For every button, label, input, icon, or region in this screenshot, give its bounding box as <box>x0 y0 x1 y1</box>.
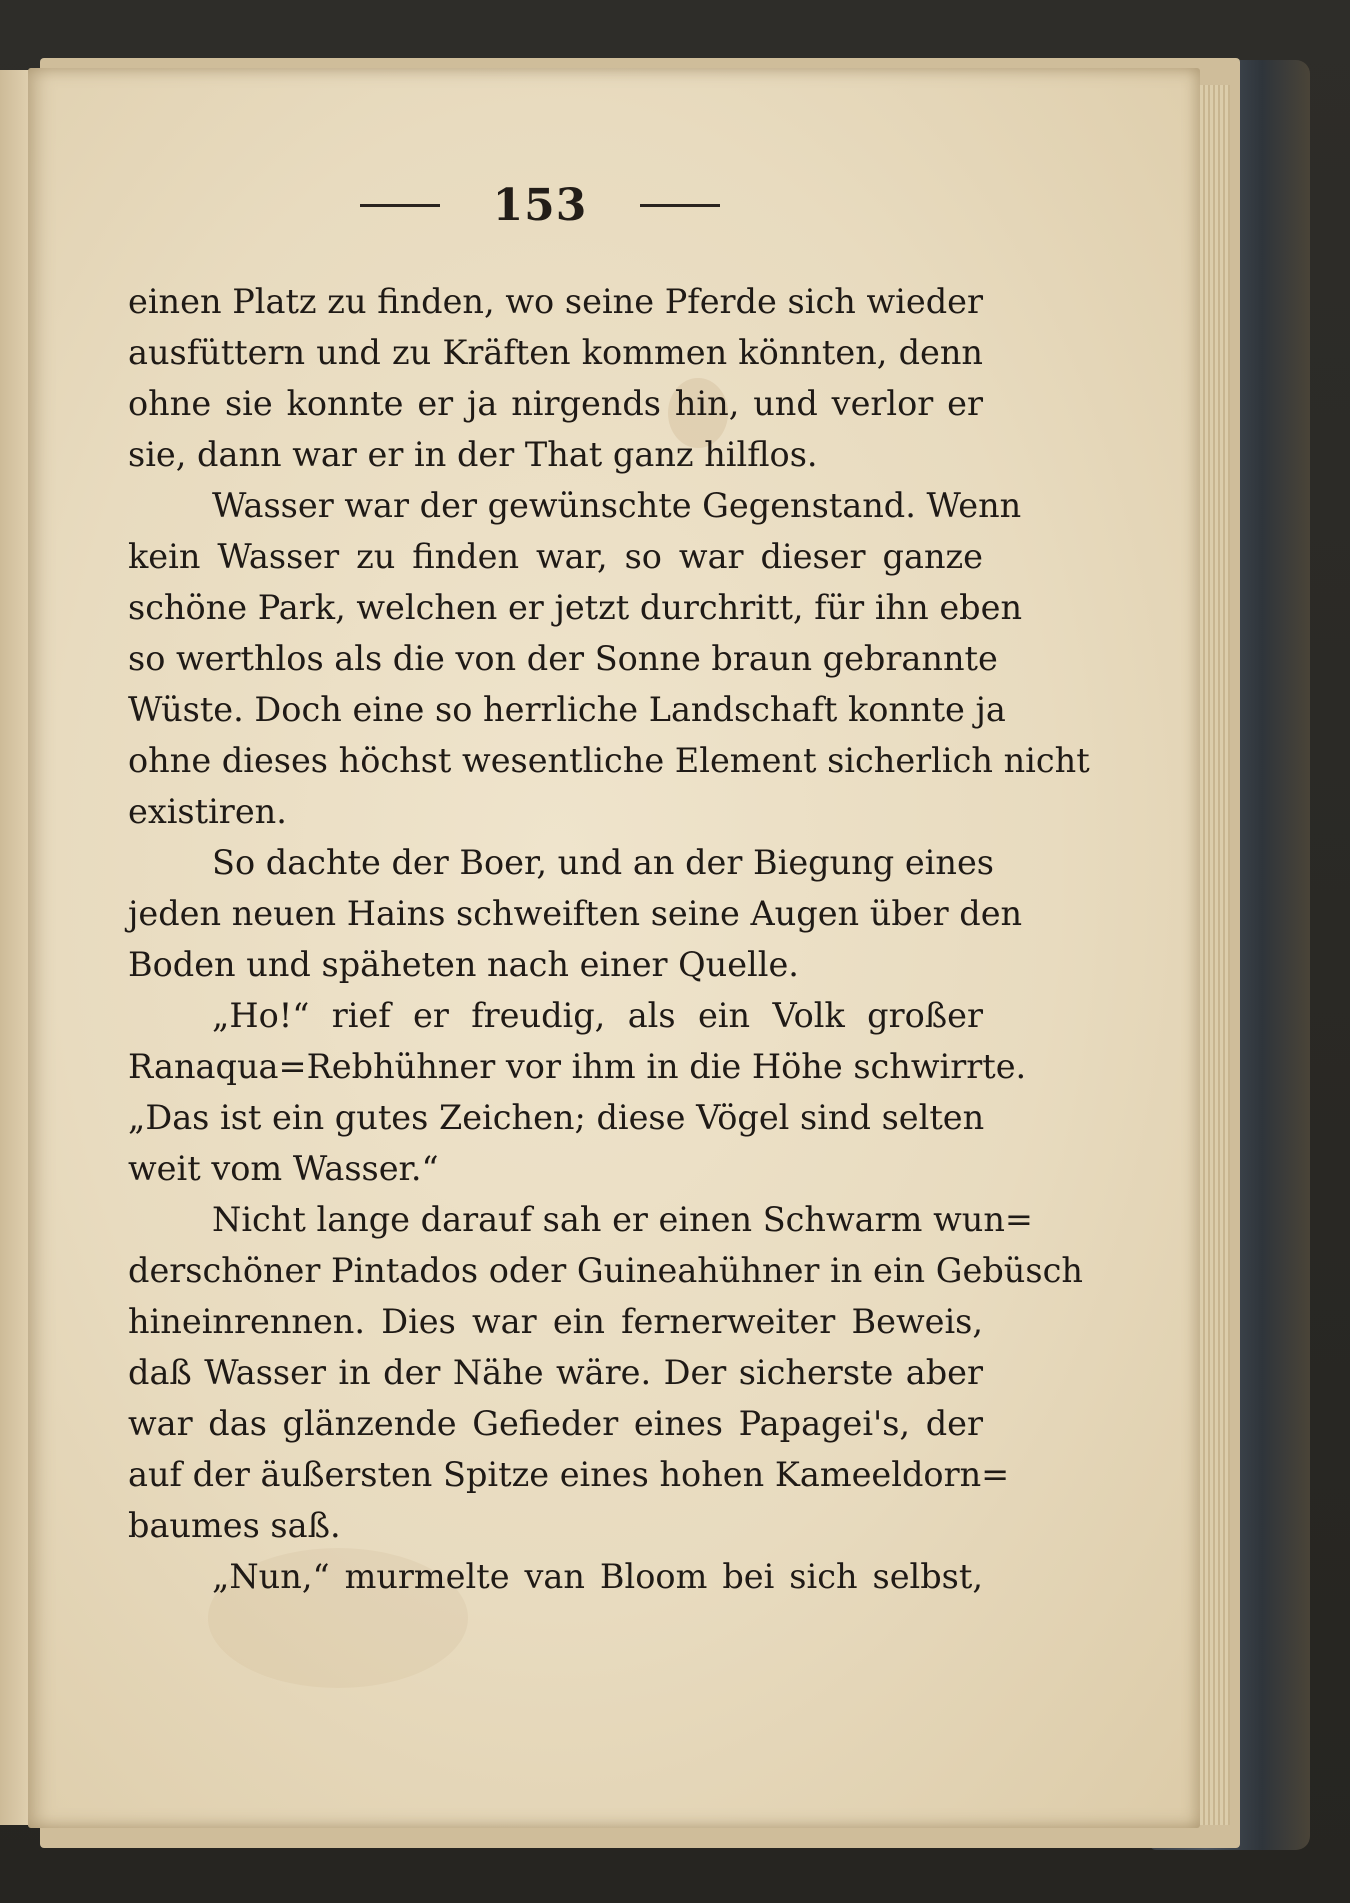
header-rule-left <box>360 204 440 207</box>
text-line: auf der äußersten Spitze eines hohen Kameeldorn= <box>128 1455 1010 1494</box>
text-line: hineinrennen. Dies war ein fernerweiter Beweis, <box>128 1302 983 1341</box>
text-line: schöne Park, welchen er jetzt durchritt, für ihn eben <box>128 588 1023 627</box>
text-line: Boden und späheten nach einer Quelle. <box>128 945 799 984</box>
text-line: kein Wasser zu finden war, so war dieser ganze <box>128 537 983 576</box>
text-line: war das glänzende Gefieder eines Papagei's, der <box>128 1404 983 1443</box>
text-line: Wasser war der gewünschte Gegenstand. Wenn <box>212 486 1022 525</box>
page-header <box>360 175 720 235</box>
text-line: Ranaqua=Rebhühner vor ihm in die Höhe schwirrte. <box>128 1047 1027 1086</box>
text-line: ohne dieses höchst wesentliche Element sicherlich nicht <box>128 741 1090 780</box>
header-rule-right <box>640 204 720 207</box>
text-line: „Ho!“ rief er freudig, als ein Volk großer <box>212 996 983 1035</box>
text-line: einen Platz zu finden, wo seine Pferde sich wieder <box>128 282 983 321</box>
text-line: ohne sie konnte er ja nirgends hin, und verlor er <box>128 384 983 423</box>
text-line: baumes saß. <box>128 1506 341 1545</box>
text-line: weit vom Wasser.“ <box>128 1149 439 1188</box>
text-line: daß Wasser in der Nähe wäre. Der sicherste aber <box>128 1353 983 1392</box>
text-line: sie, dann war er in der That ganz hilflos. <box>128 435 818 474</box>
page-number: 153 <box>492 179 588 231</box>
text-line: „Das ist ein gutes Zeichen; diese Vögel sind selten <box>128 1098 985 1137</box>
body-text <box>128 276 1090 1602</box>
text-line: „Nun,“ murmelte van Bloom bei sich selbst, <box>212 1557 983 1596</box>
text-line: existiren. <box>128 792 287 831</box>
text-line: Nicht lange darauf sah er einen Schwarm wun= <box>212 1200 1033 1239</box>
text-line: derschöner Pintados oder Guineahühner in ein Gebüsch <box>128 1251 1083 1290</box>
text-line: so werthlos als die von der Sonne braun gebrannte <box>128 639 998 678</box>
text-line: Wüste. Doch eine so herrliche Landschaft konnte ja <box>128 690 1006 729</box>
text-line: So dachte der Boer, und an der Biegung eines <box>212 843 994 882</box>
text-line: ausfüttern und zu Kräften kommen könnten, denn <box>128 333 983 372</box>
text-line: jeden neuen Hains schweiften seine Augen über den <box>128 894 1023 933</box>
